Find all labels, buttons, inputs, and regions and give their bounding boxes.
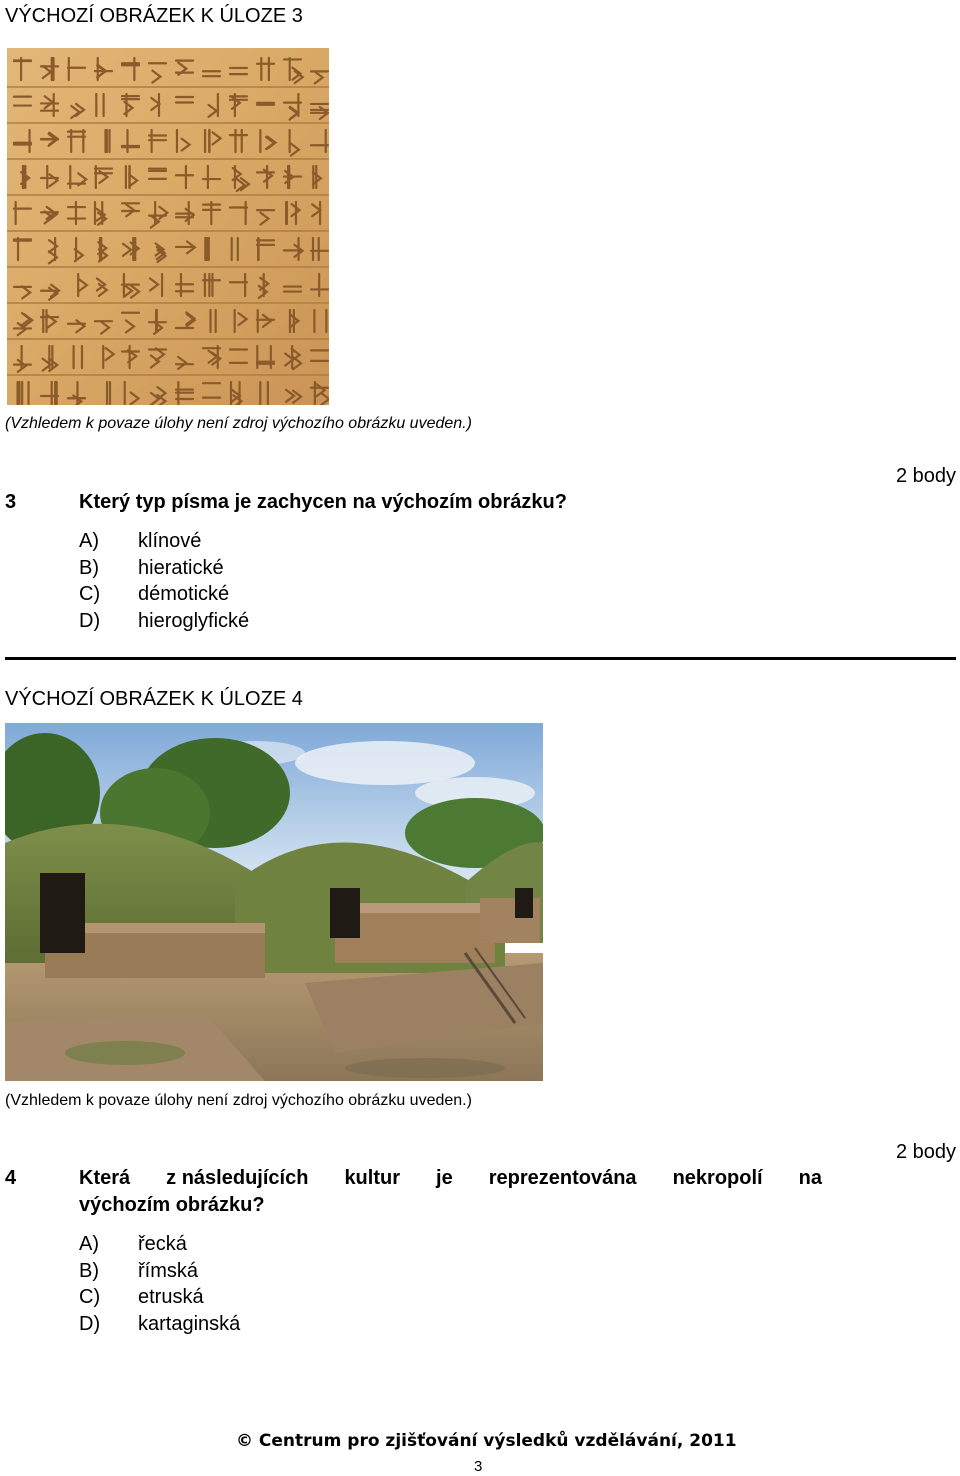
- option-3a[interactable]: A) klínové: [79, 530, 202, 552]
- heading-task-4: VÝCHOZÍ OBRÁZEK K ÚLOZE 4: [5, 688, 303, 710]
- points-3: 2 body: [895, 465, 956, 487]
- option-4a[interactable]: A) řecká: [79, 1233, 187, 1255]
- option-4c[interactable]: C) etruská: [79, 1286, 204, 1308]
- option-3c[interactable]: C) démotické: [79, 583, 230, 605]
- question-number-3: 3: [5, 491, 17, 513]
- question-text-3: Který typ písma je zachycen na výchozím obrázku?: [79, 491, 567, 513]
- cuneiform-tablet-image: [7, 48, 329, 405]
- question-text-4-line1: Která z následujících kultur je reprezentována nekropolí na: [79, 1167, 822, 1189]
- question-number-4: 4: [5, 1167, 17, 1189]
- heading-task-3: VÝCHOZÍ OBRÁZEK K ÚLOZE 3: [5, 5, 303, 27]
- page-number: 3: [474, 1458, 483, 1475]
- section-divider: [5, 657, 956, 660]
- option-3b[interactable]: B) hieratické: [79, 557, 224, 579]
- image-caption-3: (Vzhledem k povaze úlohy není zdroj výchozího obrázku uveden.): [5, 415, 472, 432]
- points-4: 2 body: [895, 1141, 956, 1163]
- footer-copyright: © Centrum pro zjišťování výsledků vzdělávání, 2011: [236, 1431, 737, 1451]
- option-3d[interactable]: D) hieroglyfické: [79, 610, 250, 632]
- option-4d[interactable]: D) kartaginská: [79, 1313, 241, 1335]
- option-4b[interactable]: B) římská: [79, 1260, 198, 1282]
- image-caption-4: (Vzhledem k povaze úlohy není zdroj výchozího obrázku uveden.): [5, 1092, 472, 1109]
- question-text-4-line2: výchozím obrázku?: [79, 1194, 265, 1216]
- necropolis-tombs-photo: [5, 723, 543, 1081]
